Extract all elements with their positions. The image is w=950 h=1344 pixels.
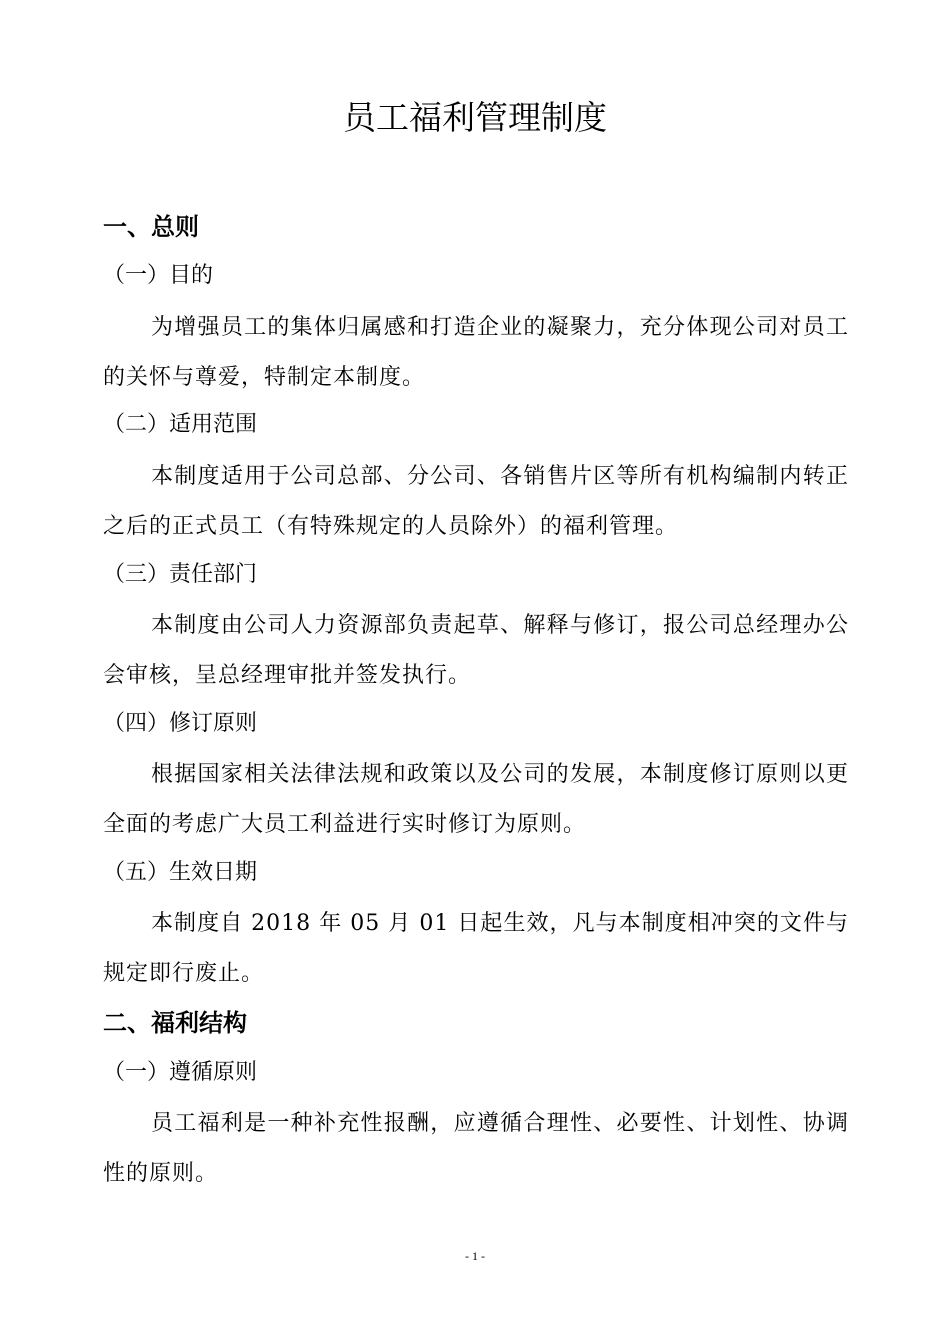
paragraph-purpose: 为增强员工的集体归属感和打造企业的凝聚力，充分体现公司对员工的关怀与尊爱，特制定本制度。 xyxy=(103,315,849,390)
paragraph-responsible-department: 本制度由公司人力资源部负责起草、解释与修订，报公司总经理办公会审核，呈总经理审批并签发执行。 xyxy=(103,613,849,688)
subheading-effective-date: （五）生效日期 xyxy=(103,860,258,885)
subheading-scope: （二）适用范围 xyxy=(103,412,258,437)
paragraph-revision-principle: 根据国家相关法律法规和政策以及公司的发展，本制度修订原则以更全面的考虑广大员工利益进行实时修订为原则。 xyxy=(103,762,849,837)
paragraph-effective-date: 本制度自 2018 年 05 月 01 日起生效，凡与本制度相冲突的文件与规定即行废止。 xyxy=(103,911,849,986)
page-number: - 1 - xyxy=(465,1249,485,1263)
subheading-revision-principle: （四）修订原则 xyxy=(103,711,258,736)
paragraph-scope: 本制度适用于公司总部、分公司、各销售片区等所有机构编制内转正之后的正式员工（有特殊规定的人员除外）的福利管理。 xyxy=(103,464,849,539)
subheading-purpose: （一）目的 xyxy=(103,263,214,288)
paragraph-guiding-principles: 员工福利是一种补充性报酬，应遵循合理性、必要性、计划性、协调性的原则。 xyxy=(103,1111,849,1186)
section-heading-general: 一、总则 xyxy=(103,213,199,241)
section-heading-welfare-structure: 二、福利结构 xyxy=(103,1009,247,1037)
subheading-guiding-principles: （一）遵循原则 xyxy=(103,1060,258,1085)
subheading-responsible-department: （三）责任部门 xyxy=(103,562,258,587)
document-title: 员工福利管理制度 xyxy=(343,98,607,137)
